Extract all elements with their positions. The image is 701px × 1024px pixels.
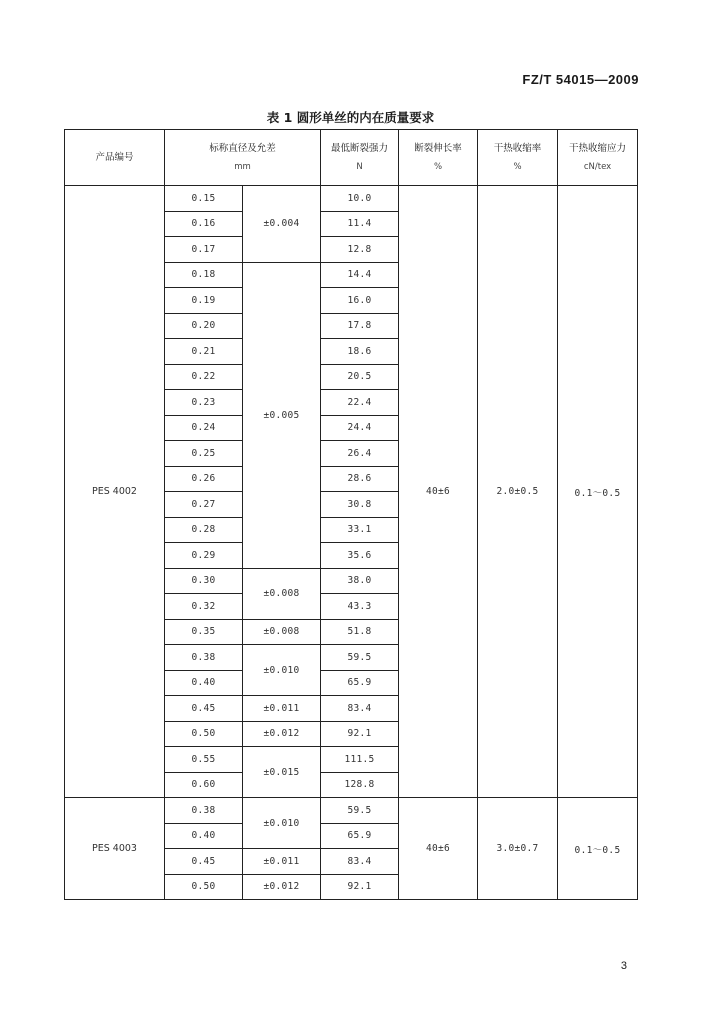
- header-label: 最低断裂强力: [331, 142, 389, 154]
- table-header-row: [65, 130, 638, 186]
- header-unit: %: [433, 161, 443, 172]
- diameter-cell: 0.23: [165, 390, 243, 416]
- header-label: 干热收缩应力: [569, 142, 627, 154]
- header-label: 产品编号: [95, 151, 134, 163]
- diameter-cell: 0.27: [165, 492, 243, 518]
- breaking-force-cell: 33.1: [321, 517, 399, 543]
- table-row: [65, 798, 638, 824]
- diameter-cell: 0.55: [165, 747, 243, 773]
- tolerance-cell: ±0.005: [243, 262, 321, 568]
- header-elongation: [399, 130, 478, 186]
- diameter-cell: 0.30: [165, 568, 243, 594]
- header-shrinkage: [478, 130, 558, 186]
- tolerance-cell: ±0.012: [243, 721, 321, 747]
- table-row: [65, 186, 638, 212]
- breaking-force-cell: 65.9: [321, 823, 399, 849]
- diameter-cell: 0.19: [165, 288, 243, 314]
- tolerance-cell: ±0.012: [243, 874, 321, 900]
- breaking-force-cell: 59.5: [321, 798, 399, 824]
- header-unit: %: [513, 161, 522, 172]
- standard-code: FZ/T 54015—2009: [522, 72, 639, 87]
- breaking-force-cell: 92.1: [321, 874, 399, 900]
- breaking-force-cell: 12.8: [321, 237, 399, 263]
- tolerance-cell: ±0.008: [243, 568, 321, 619]
- diameter-cell: 0.16: [165, 211, 243, 237]
- breaking-force-cell: 30.8: [321, 492, 399, 518]
- diameter-cell: 0.60: [165, 772, 243, 798]
- shrinkage-cell: 3.0±0.7: [478, 798, 558, 900]
- table-body: [65, 186, 638, 900]
- header-unit: N: [356, 161, 363, 172]
- breaking-force-cell: 128.8: [321, 772, 399, 798]
- diameter-cell: 0.17: [165, 237, 243, 263]
- breaking-force-cell: 26.4: [321, 441, 399, 467]
- breaking-force-cell: 16.0: [321, 288, 399, 314]
- header-diameter: [165, 130, 321, 186]
- header-unit: cN/tex: [583, 161, 612, 172]
- breaking-force-cell: 14.4: [321, 262, 399, 288]
- table-title: 表 1 圆形单丝的内在质量要求: [266, 110, 435, 125]
- shrinkage-cell: 2.0±0.5: [478, 186, 558, 798]
- header-label: 标称直径及允差: [209, 142, 276, 154]
- diameter-cell: 0.40: [165, 670, 243, 696]
- breaking-force-cell: 83.4: [321, 849, 399, 875]
- header-label: 断裂伸长率: [414, 142, 462, 154]
- shrinkage-stress-cell: 0.1～0.5: [558, 186, 638, 798]
- breaking-force-cell: 59.5: [321, 645, 399, 671]
- breaking-force-cell: 20.5: [321, 364, 399, 390]
- breaking-force-cell: 65.9: [321, 670, 399, 696]
- diameter-cell: 0.21: [165, 339, 243, 365]
- product-code-cell: PES 4003: [65, 798, 165, 900]
- elongation-cell: 40±6: [399, 798, 478, 900]
- breaking-force-cell: 111.5: [321, 747, 399, 773]
- breaking-force-cell: 43.3: [321, 594, 399, 620]
- tolerance-cell: ±0.010: [243, 798, 321, 849]
- product-code-cell: PES 4002: [65, 186, 165, 798]
- header-breaking-force: [321, 130, 399, 186]
- breaking-force-cell: 24.4: [321, 415, 399, 441]
- breaking-force-cell: 83.4: [321, 696, 399, 722]
- breaking-force-cell: 38.0: [321, 568, 399, 594]
- header-label: 干热收缩率: [493, 142, 542, 154]
- diameter-cell: 0.40: [165, 823, 243, 849]
- tolerance-cell: ±0.008: [243, 619, 321, 645]
- tolerance-cell: ±0.010: [243, 645, 321, 696]
- diameter-cell: 0.50: [165, 721, 243, 747]
- header-shrinkage-stress: [558, 130, 638, 186]
- shrinkage-stress-cell: 0.1～0.5: [558, 798, 638, 900]
- diameter-cell: 0.28: [165, 517, 243, 543]
- diameter-cell: 0.32: [165, 594, 243, 620]
- tolerance-cell: ±0.004: [243, 186, 321, 263]
- diameter-cell: 0.25: [165, 441, 243, 467]
- elongation-cell: 40±6: [399, 186, 478, 798]
- diameter-cell: 0.50: [165, 874, 243, 900]
- diameter-cell: 0.45: [165, 696, 243, 722]
- tolerance-cell: ±0.011: [243, 696, 321, 722]
- breaking-force-cell: 35.6: [321, 543, 399, 569]
- diameter-cell: 0.35: [165, 619, 243, 645]
- breaking-force-cell: 51.8: [321, 619, 399, 645]
- diameter-cell: 0.38: [165, 798, 243, 824]
- breaking-force-cell: 17.8: [321, 313, 399, 339]
- tolerance-cell: ±0.011: [243, 849, 321, 875]
- tolerance-cell: ±0.015: [243, 747, 321, 798]
- breaking-force-cell: 22.4: [321, 390, 399, 416]
- diameter-cell: 0.15: [165, 186, 243, 212]
- diameter-cell: 0.29: [165, 543, 243, 569]
- breaking-force-cell: 10.0: [321, 186, 399, 212]
- diameter-cell: 0.24: [165, 415, 243, 441]
- header-unit: mm: [234, 161, 251, 172]
- breaking-force-cell: 92.1: [321, 721, 399, 747]
- diameter-cell: 0.18: [165, 262, 243, 288]
- breaking-force-cell: 18.6: [321, 339, 399, 365]
- diameter-cell: 0.20: [165, 313, 243, 339]
- breaking-force-cell: 11.4: [321, 211, 399, 237]
- breaking-force-cell: 28.6: [321, 466, 399, 492]
- quality-requirements-table: [64, 129, 638, 900]
- diameter-cell: 0.26: [165, 466, 243, 492]
- diameter-cell: 0.22: [165, 364, 243, 390]
- header-product-code: [65, 130, 165, 186]
- page-number: 3: [620, 960, 627, 972]
- diameter-cell: 0.38: [165, 645, 243, 671]
- diameter-cell: 0.45: [165, 849, 243, 875]
